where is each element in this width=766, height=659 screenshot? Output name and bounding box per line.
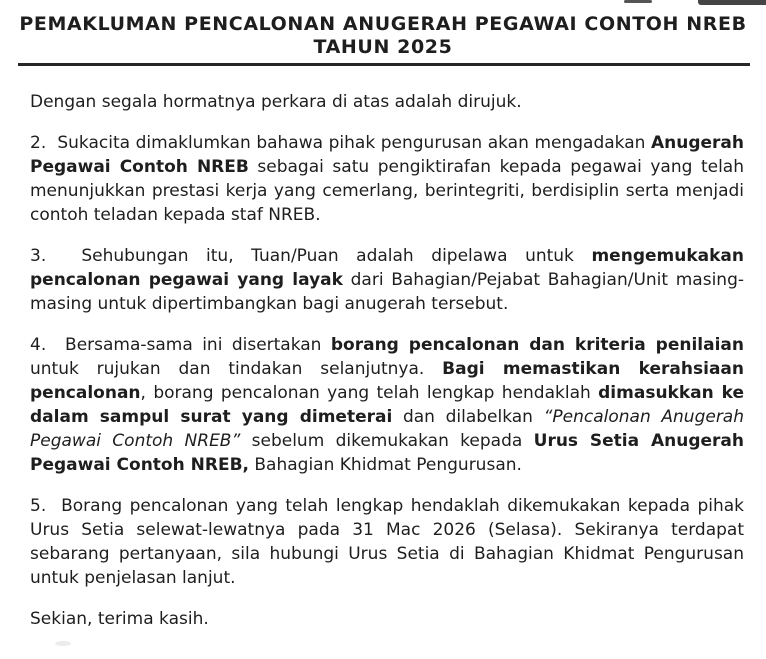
text-run: dan dilabelkan [392,407,544,427]
bold-text-run: Bagi memastikan kerahsiaan pencalonan [30,359,744,403]
paragraph [30,607,744,631]
paragraph [30,494,744,590]
text-run: , borang pencalonan yang telah lengkap hendaklah [140,383,599,403]
italic-text-run: “Pencalonan Anugerah Pegawai Contoh NREB” [30,407,744,451]
text-run: 4. Bersama-sama ini disertakan [30,335,331,355]
text-run: Dengan segala hormatnya perkara di atas adalah dirujuk. [30,92,522,112]
document-title-line2: TAHUN 2025 [313,36,453,58]
bold-text-run: borang pencalonan dan kriteria penilaian [330,335,744,355]
text-run: sebelum dikemukakan kepada [240,431,534,451]
document-body [0,66,766,631]
bold-text-run: dimasukkan ke dalam sampul surat yang dimeterai [30,383,744,427]
paragraph [30,131,744,227]
bold-text-run: mengemukakan pencalonan pegawai yang layak [30,246,744,290]
scan-artifact [624,0,652,3]
text-run: Sekian, terima kasih. [30,609,209,629]
text-run: 2. Sukacita dimaklumkan bahawa pihak pengurusan akan mengadakan [30,133,651,153]
paragraph [30,244,744,316]
text-run: Bahagian Khidmat Pengurusan. [248,455,522,475]
document-title-line1: PEMAKLUMAN PENCALONAN ANUGERAH PEGAWAI CONTOH NREB [19,13,747,35]
text-run: untuk rujukan dan tindakan selanjutnya. [30,359,443,379]
scan-artifact [55,641,71,646]
paragraph [30,333,744,477]
bold-text-run: Anugerah Pegawai Contoh NREB [30,133,744,177]
scan-artifact [698,0,766,5]
paragraph [30,90,744,114]
text-run: dari Bahagian/Pejabat Bahagian/Unit masing-masing untuk dipertimbangkan bagi anugerah tersebut. [30,270,744,314]
bold-text-run: Urus Setia Anugerah Pegawai Contoh NREB, [30,431,744,475]
text-run: 5. Borang pencalonan yang telah lengkap hendaklah dikemukakan kepada pihak Urus Setia selewat-lewatnya pada 31 Mac 2026 (Selasa). Sekiranya terdapat sebarang pertanyaan, sila hubungi Urus Setia di Bahagian Khidmat Pengurusan untuk penjelasan lanjut. [30,496,744,588]
text-run: sebagai satu pengiktirafan kepada pegawai yang telah menunjukkan prestasi kerja yang cemerlang, berintegriti, berdisiplin serta menjadi contoh teladan kepada staf NREB. [30,157,744,225]
document-header [0,0,766,59]
text-run: 3. Sehubungan itu, Tuan/Puan adalah dipelawa untuk [30,246,592,266]
